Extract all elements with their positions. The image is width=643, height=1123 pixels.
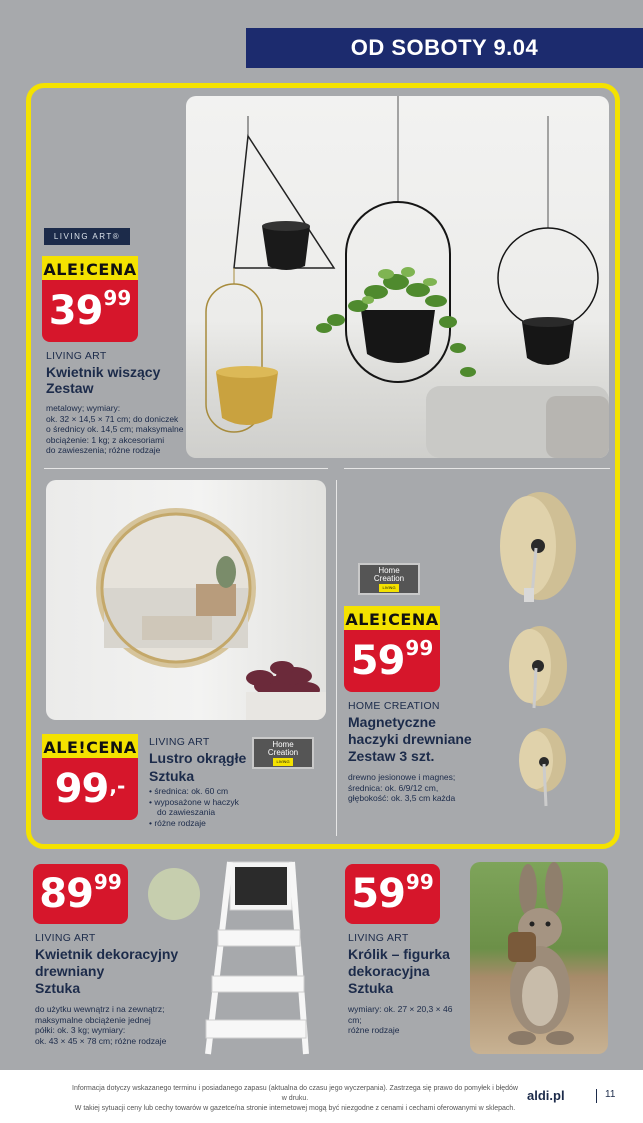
desc-line: ok. 43 × 45 × 78 cm; różne rodzaje	[35, 1035, 167, 1046]
logo-text: Home	[378, 565, 400, 575]
price-cents: 99	[93, 870, 122, 894]
date-banner: OD SOBOTY 9.04	[246, 28, 643, 68]
desc-line: maksymalne obciążenie jednej	[35, 1014, 151, 1025]
product-variant: Zestaw	[46, 380, 94, 396]
product-variant: Zestaw 3 szt.	[348, 748, 435, 764]
product-brand: LIVING ART	[348, 932, 409, 944]
product-brand: HOME CREATION	[348, 700, 440, 712]
price-cents: 99	[103, 286, 132, 310]
product-name: drewniany	[35, 963, 105, 979]
desc-line: • wyposażone w haczyk	[149, 796, 239, 807]
desc-line: do użytku wewnątrz i na zewnątrz;	[35, 1004, 165, 1014]
logo-text: Creation	[373, 573, 405, 583]
price-main: 89	[39, 871, 93, 917]
logo-tag: LIVING	[379, 584, 398, 592]
product-brand: LIVING ART	[46, 350, 107, 362]
price-tag-rabbit	[345, 864, 440, 924]
desc-line: obciążenie: 1 kg; z akcesoriami	[46, 434, 165, 445]
price-main: 59	[351, 871, 405, 917]
logo-text: Home	[272, 739, 294, 749]
desc-line: • średnica: ok. 60 cm	[149, 786, 229, 796]
section-divider	[336, 480, 337, 836]
desc-line: głębokość: ok. 3,5 cm każda	[348, 793, 456, 803]
product-name: Kwietnik dekoracyjny	[35, 946, 179, 962]
price-tag-mirror	[42, 758, 138, 820]
plant-stand-photo[interactable]	[202, 858, 317, 1058]
desc-line: do zawieszenia; różne rodzaje	[46, 445, 161, 455]
ale-cena-badge: ALE!CENA	[42, 256, 138, 282]
living-art-logo: LIVING ART®	[44, 228, 130, 245]
home-creation-logo	[252, 737, 314, 769]
desc-line: półki: ok. 3 kg; wymiary:	[35, 1025, 126, 1035]
price-cents: 99	[405, 870, 434, 894]
product-name: Kwietnik wiszący	[46, 364, 161, 380]
price-cents: ,-	[109, 774, 126, 798]
desc-line: ok. 32 × 14,5 × 71 cm; do doniczek	[46, 413, 179, 424]
desc-line: • różne rodzaje	[149, 817, 206, 828]
product-name: Magnetyczne	[348, 714, 436, 730]
price-cents: 99	[405, 636, 434, 660]
price-main: 59	[350, 638, 405, 684]
product-description	[35, 1004, 205, 1046]
product-variant: Sztuka	[348, 980, 394, 996]
desc-line: drewno jesionowe i magnes;	[348, 772, 456, 782]
rabbit-photo[interactable]	[470, 862, 608, 1054]
legal-note-line: Informacja dotyczy wskazanego terminu i posiadanego zapasu (aktualna do czasu jego wyczerpania). Zastrzega się prawo do pomyłek i błędów w druku.	[72, 1085, 518, 1102]
product-brand: LIVING ART	[35, 932, 96, 944]
logo-tag: LIVING	[273, 758, 292, 766]
price-main: 39	[48, 288, 103, 334]
color-swatch[interactable]	[148, 868, 200, 920]
desc-line: różne rodzaje	[348, 1025, 400, 1035]
product-name: haczyki drewniane	[348, 731, 472, 747]
footer-separator	[596, 1089, 597, 1103]
ale-cena-badge: ALE!CENA	[344, 606, 440, 632]
home-creation-logo	[358, 563, 420, 595]
logo-text: Creation	[267, 747, 299, 757]
footer	[0, 1070, 643, 1123]
hanging-planter-photo[interactable]	[186, 96, 609, 458]
desc-line: do zawieszania	[157, 807, 216, 817]
section-divider	[44, 468, 328, 469]
price-tag-hanging-planter	[42, 280, 138, 342]
mirror-photo[interactable]	[46, 480, 326, 720]
product-description	[149, 786, 289, 828]
product-variant: Sztuka	[35, 980, 81, 996]
product-description	[348, 772, 488, 804]
price-main: 99	[54, 766, 109, 812]
page-number: 11	[605, 1089, 616, 1100]
ale-cena-badge: ALE!CENA	[42, 734, 138, 760]
price-tag-hooks	[344, 630, 440, 692]
aldi-link[interactable]: aldi.pl	[527, 1088, 565, 1103]
desc-line: średnica: ok. 6/9/12 cm,	[348, 782, 439, 793]
desc-line: o średnicy ok. 14,5 cm; maksymalne	[46, 424, 184, 434]
product-name: Królik – figurka	[348, 946, 450, 962]
product-variant: Sztuka	[149, 768, 195, 784]
price-tag-plant-stand	[33, 864, 128, 924]
desc-line: metalowy; wymiary:	[46, 403, 121, 413]
product-name: dekoracyjna	[348, 963, 430, 979]
product-description	[46, 403, 186, 456]
legal-note-line: W takiej sytuacji ceny lub cechy towarów w gazetce/na stronie internetowej mogą być niezgodne z cenami i cechami oferowanymi w sklepach.	[74, 1105, 516, 1112]
product-brand: LIVING ART	[149, 736, 210, 748]
product-description	[348, 1004, 468, 1036]
legal-note	[70, 1084, 520, 1114]
section-divider	[344, 468, 610, 469]
desc-line: wymiary: ok. 27 × 20,3 × 46 cm;	[348, 1004, 453, 1025]
product-name: Lustro okrągłe	[149, 750, 247, 766]
hooks-photo[interactable]	[494, 488, 586, 818]
